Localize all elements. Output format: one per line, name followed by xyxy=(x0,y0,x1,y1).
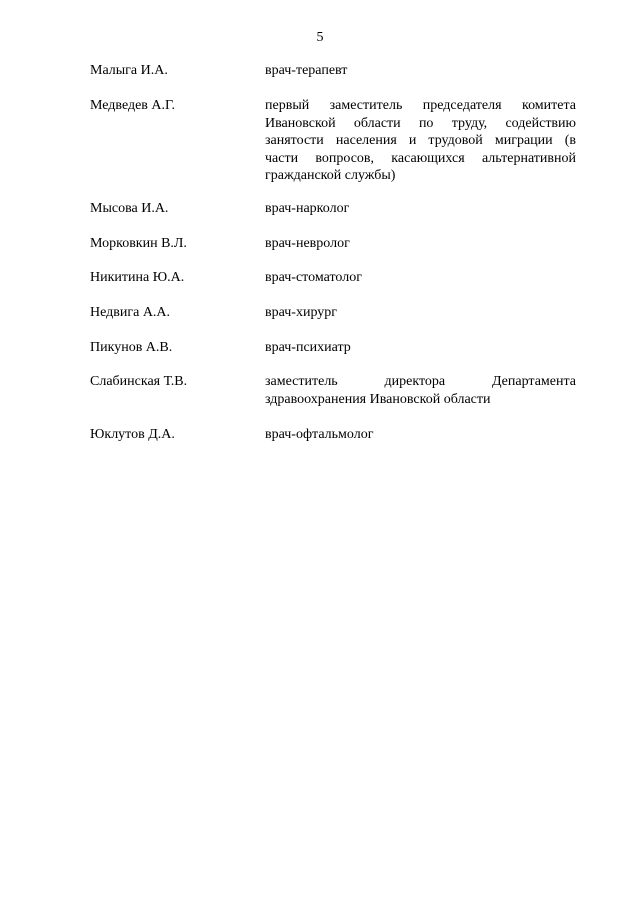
member-role xyxy=(265,200,576,218)
member-name: Юклутов Д.А. xyxy=(90,427,175,442)
member-role-line: врач-хирург xyxy=(265,305,338,320)
member-role-line: части вопросов, касающихся альтернативной xyxy=(265,150,576,166)
member-role xyxy=(265,97,576,185)
member-role-line: заместитель директора Департамента xyxy=(265,374,576,389)
member-name: Морковкин В.Л. xyxy=(90,236,187,251)
member-role-line: Ивановской области по труду, содействию xyxy=(265,115,576,131)
member-role-line: врач-офтальмолог xyxy=(265,427,374,442)
member-role xyxy=(265,235,576,253)
member-role xyxy=(265,339,576,357)
member-role-line: первый заместитель председателя комитета xyxy=(265,98,576,113)
member-name: Медведев А.Г. xyxy=(90,98,176,113)
member-role-line: врач-стоматолог xyxy=(265,270,362,285)
member-name: Мысова И.А. xyxy=(90,201,169,216)
member-role-line: занятости населения и трудовой миграции (в xyxy=(265,133,576,148)
member-role-line: здравоохранения Ивановской области xyxy=(265,391,491,407)
member-role xyxy=(265,426,576,444)
member-role xyxy=(265,62,576,80)
member-name: Малыга И.А. xyxy=(90,63,168,78)
member-name: Пикунов А.В. xyxy=(90,340,173,355)
member-role-line: врач-нарколог xyxy=(265,201,350,216)
member-role-line: гражданской службы) xyxy=(265,168,396,183)
member-role xyxy=(265,373,576,408)
member-role-line: врач-терапевт xyxy=(265,63,348,78)
member-role xyxy=(265,304,576,322)
member-role-line: врач-невролог xyxy=(265,236,350,251)
member-name: Слабинская Т.В. xyxy=(90,374,188,389)
member-role xyxy=(265,269,576,287)
member-role-line: врач-психиатр xyxy=(265,340,351,355)
page-number: 5 xyxy=(316,30,324,45)
member-name: Никитина Ю.А. xyxy=(90,270,185,285)
member-name: Недвига А.А. xyxy=(90,305,171,320)
